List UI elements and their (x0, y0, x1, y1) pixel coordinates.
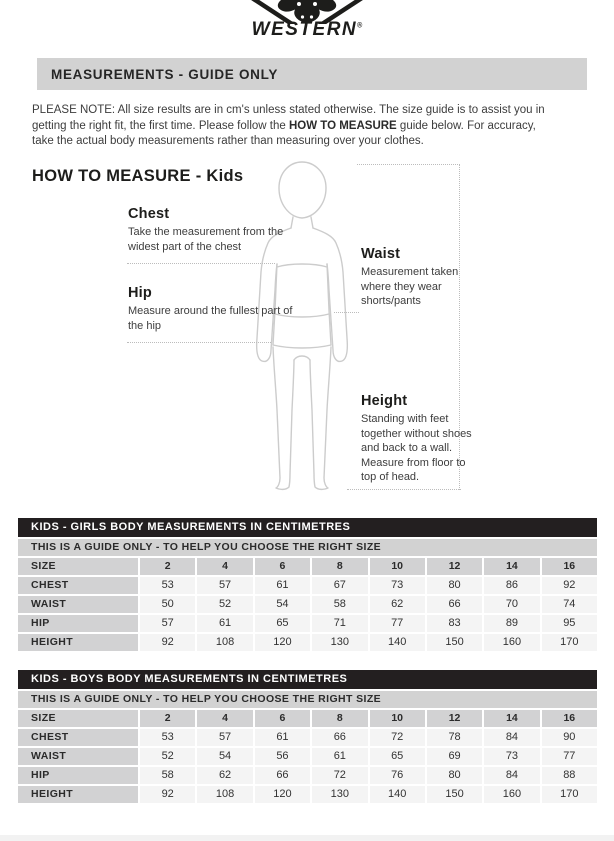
value-cell: 56 (255, 748, 310, 765)
value-cell: 66 (312, 729, 367, 746)
size-cell: 4 (197, 710, 252, 727)
value-cell: 92 (542, 577, 597, 594)
size-cell: 2 (140, 558, 195, 575)
value-cell: 67 (312, 577, 367, 594)
value-cell: 71 (312, 615, 367, 632)
size-cell: 8 (312, 710, 367, 727)
value-cell: 61 (255, 729, 310, 746)
value-cell: 66 (255, 767, 310, 784)
value-cell: 86 (484, 577, 539, 594)
value-cell: 88 (542, 767, 597, 784)
value-cell: 160 (484, 786, 539, 803)
value-cell: 80 (427, 577, 482, 594)
table-subtitle: THIS IS A GUIDE ONLY - TO HELP YOU CHOOSE THE RIGHT SIZE (18, 691, 597, 708)
size-cell: 14 (484, 710, 539, 727)
waist-description: Measurement taken where they wear shorts/pants (361, 266, 459, 307)
value-cell: 92 (140, 634, 195, 651)
hip-label: Hip (128, 285, 152, 301)
size-cell: 2 (140, 710, 195, 727)
hip-description: Measure around the fullest part of the hip (128, 305, 293, 332)
value-cell: 83 (427, 615, 482, 632)
value-cell: 69 (427, 748, 482, 765)
height-label: Height (361, 393, 408, 409)
chest-label-block (128, 206, 298, 254)
value-cell: 95 (542, 615, 597, 632)
value-cell: 62 (370, 596, 425, 613)
value-cell: 140 (370, 634, 425, 651)
size-cell: 12 (427, 558, 482, 575)
size-cell: 8 (312, 558, 367, 575)
value-cell: 54 (197, 748, 252, 765)
table-size-row (18, 710, 597, 727)
size-cell: 12 (427, 710, 482, 727)
waist-label-block (361, 246, 481, 309)
hip-guide-line (127, 342, 271, 343)
value-cell: 53 (140, 729, 195, 746)
value-cell: 53 (140, 577, 195, 594)
table-row (18, 615, 597, 632)
table-subtitle: THIS IS A GUIDE ONLY - TO HELP YOU CHOOSE THE RIGHT SIZE (18, 539, 597, 556)
bottom-section-divider (0, 835, 614, 841)
value-cell: 73 (484, 748, 539, 765)
table-row (18, 729, 597, 746)
value-cell: 90 (542, 729, 597, 746)
table-row (18, 577, 597, 594)
table-title: KIDS - BOYS BODY MEASUREMENTS IN CENTIMETRES (18, 670, 597, 689)
table-row (18, 767, 597, 784)
size-cell: 14 (484, 558, 539, 575)
value-cell: 84 (484, 729, 539, 746)
value-cell: 73 (370, 577, 425, 594)
page-title: MEASUREMENTS - GUIDE ONLY (51, 66, 279, 82)
value-cell: 130 (312, 786, 367, 803)
size-cell: 4 (197, 558, 252, 575)
value-cell: 54 (255, 596, 310, 613)
brand-logo (227, 0, 387, 41)
size-cell: 10 (370, 710, 425, 727)
value-cell: 77 (370, 615, 425, 632)
waist-label: Waist (361, 246, 401, 262)
value-cell: 61 (312, 748, 367, 765)
value-cell: 74 (542, 596, 597, 613)
row-label: HEIGHT (18, 634, 138, 651)
value-cell: 52 (140, 748, 195, 765)
row-label: HEIGHT (18, 786, 138, 803)
value-cell: 170 (542, 786, 597, 803)
value-cell: 52 (197, 596, 252, 613)
boys-size-table (18, 670, 597, 803)
note-bold: HOW TO MEASURE (288, 119, 397, 132)
value-cell: 120 (255, 634, 310, 651)
size-cell: 16 (542, 710, 597, 727)
how-to-measure-heading: HOW TO MEASURE - Kids (32, 167, 244, 185)
value-cell: 77 (542, 748, 597, 765)
registered-mark: ® (357, 22, 363, 30)
chest-description: Take the measurement from the widest part of the chest (128, 226, 284, 253)
row-label: HIP (18, 615, 138, 632)
height-label-block (361, 393, 476, 485)
height-top-guide-line (357, 164, 460, 165)
value-cell: 108 (197, 634, 252, 651)
value-cell: 150 (427, 786, 482, 803)
height-bottom-guide-line (347, 489, 461, 490)
value-cell: 61 (255, 577, 310, 594)
table-row (18, 748, 597, 765)
size-cell: 6 (255, 558, 310, 575)
value-cell: 66 (427, 596, 482, 613)
value-cell: 80 (427, 767, 482, 784)
waist-guide-line (334, 312, 359, 313)
value-cell: 170 (542, 634, 597, 651)
value-cell: 57 (197, 577, 252, 594)
value-cell: 92 (140, 786, 195, 803)
size-cell: 6 (255, 710, 310, 727)
size-cell: 10 (370, 558, 425, 575)
value-cell: 65 (255, 615, 310, 632)
value-cell: 89 (484, 615, 539, 632)
value-cell: 108 (197, 786, 252, 803)
size-cell: 16 (542, 558, 597, 575)
value-cell: 62 (197, 767, 252, 784)
size-row-label: SIZE (18, 710, 138, 727)
height-description: Standing with feet together without shoes and back to a wall. Measure from floor to top of head. (361, 413, 472, 483)
chest-label: Chest (128, 206, 170, 222)
value-cell: 120 (255, 786, 310, 803)
value-cell: 78 (427, 729, 482, 746)
row-label: CHEST (18, 577, 138, 594)
chest-guide-line (127, 263, 275, 264)
value-cell: 65 (370, 748, 425, 765)
value-cell: 76 (370, 767, 425, 784)
hip-label-block (128, 285, 298, 333)
row-label: WAIST (18, 748, 138, 765)
brand-wordmark: WESTERN® (251, 19, 363, 40)
value-cell: 57 (197, 729, 252, 746)
girls-size-table (18, 518, 597, 651)
value-cell: 150 (427, 634, 482, 651)
value-cell: 58 (312, 596, 367, 613)
value-cell: 72 (370, 729, 425, 746)
size-row-label: SIZE (18, 558, 138, 575)
value-cell: 130 (312, 634, 367, 651)
value-cell: 57 (140, 615, 195, 632)
row-label: CHEST (18, 729, 138, 746)
table-row (18, 596, 597, 613)
note-suffix: guide below. For accuracy, take the actual body measurements rather than measuring over your clothes. (32, 119, 536, 147)
value-cell: 50 (140, 596, 195, 613)
value-cell: 58 (140, 767, 195, 784)
note-prefix: PLEASE NOTE: All size results are in cm's unless stated otherwise. The size guide is to assist you in getting the right fit, the first time. Please follow the (32, 104, 545, 132)
table-row (18, 634, 597, 651)
page-title-bar (37, 58, 587, 90)
value-cell: 72 (312, 767, 367, 784)
value-cell: 140 (370, 786, 425, 803)
table-title: KIDS - GIRLS BODY MEASUREMENTS IN CENTIMETRES (18, 518, 597, 537)
row-label: HIP (18, 767, 138, 784)
value-cell: 61 (197, 615, 252, 632)
row-label: WAIST (18, 596, 138, 613)
table-size-row (18, 558, 597, 575)
value-cell: 84 (484, 767, 539, 784)
table-row (18, 786, 597, 803)
note-text (32, 103, 554, 150)
value-cell: 160 (484, 634, 539, 651)
value-cell: 70 (484, 596, 539, 613)
